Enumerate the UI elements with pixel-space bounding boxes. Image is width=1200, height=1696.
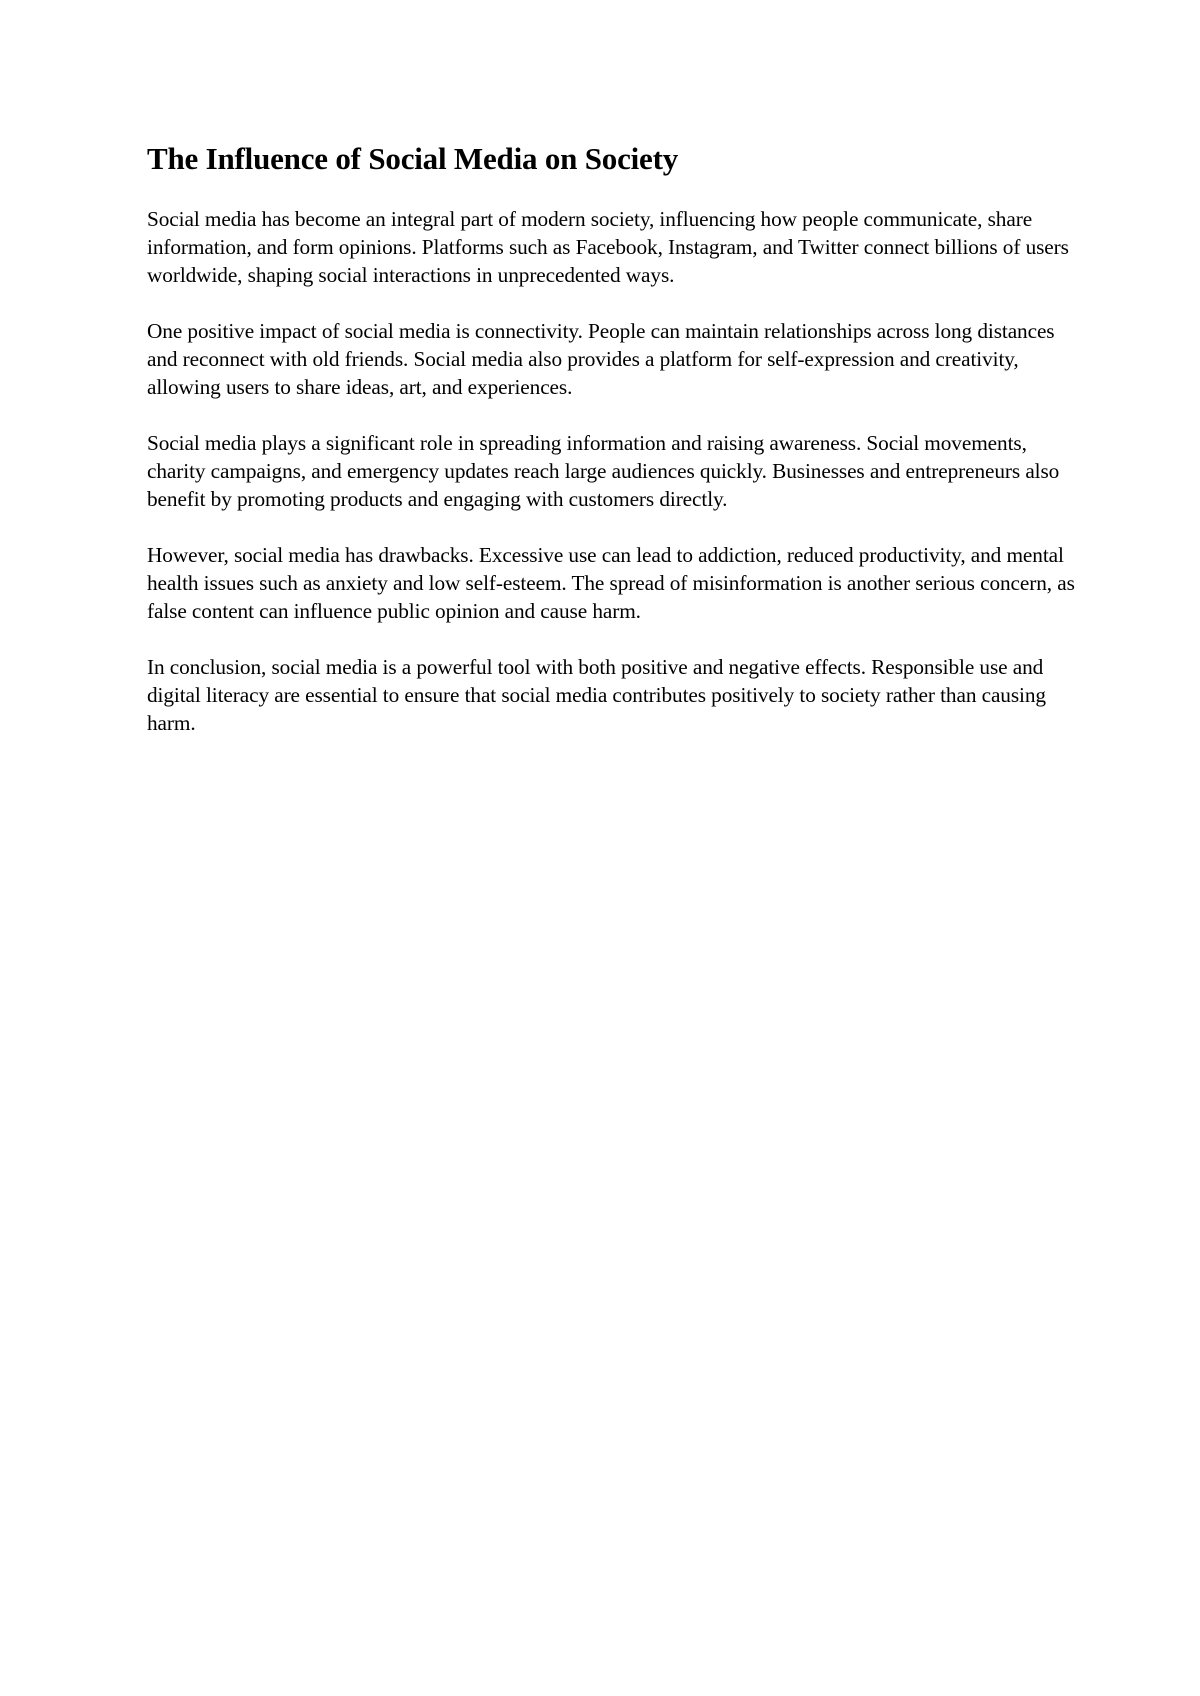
- document-title: The Influence of Social Media on Society: [147, 141, 679, 176]
- paragraph-drawbacks: However, social media has drawbacks. Excessive use can lead to addiction, reduced productivity, and mental health issues such as anxiety and low self-esteem. The spread of misinformation is another serious concern, as false content can influence public opinion and cause harm.: [147, 542, 1075, 623]
- paragraph-intro: Social media has become an integral part of modern society, influencing how people communicate, share information, and form opinions. Platforms such as Facebook, Instagram, and Twitter connect billions of users worldwide, shaping social interactions in unprecedented ways.: [147, 206, 1069, 287]
- paragraph-information: Social media plays a significant role in spreading information and raising awareness. Social movements, charity campaigns, and emergency updates reach large audiences quickly. Businesses and entrepreneurs also benefit by promoting products and engaging with customers directly.: [147, 430, 1060, 511]
- paragraph-connectivity: One positive impact of social media is connectivity. People can maintain relationships across long distances and reconnect with old friends. Social media also provides a platform for self-expression and creativity, allowing users to share ideas, art, and experiences.: [147, 318, 1055, 399]
- paragraph-conclusion: In conclusion, social media is a powerful tool with both positive and negative effects. Responsible use and digital literacy are essential to ensure that social media contributes positively to society rather than causing harm.: [147, 654, 1046, 735]
- document-body: [147, 140, 1077, 765]
